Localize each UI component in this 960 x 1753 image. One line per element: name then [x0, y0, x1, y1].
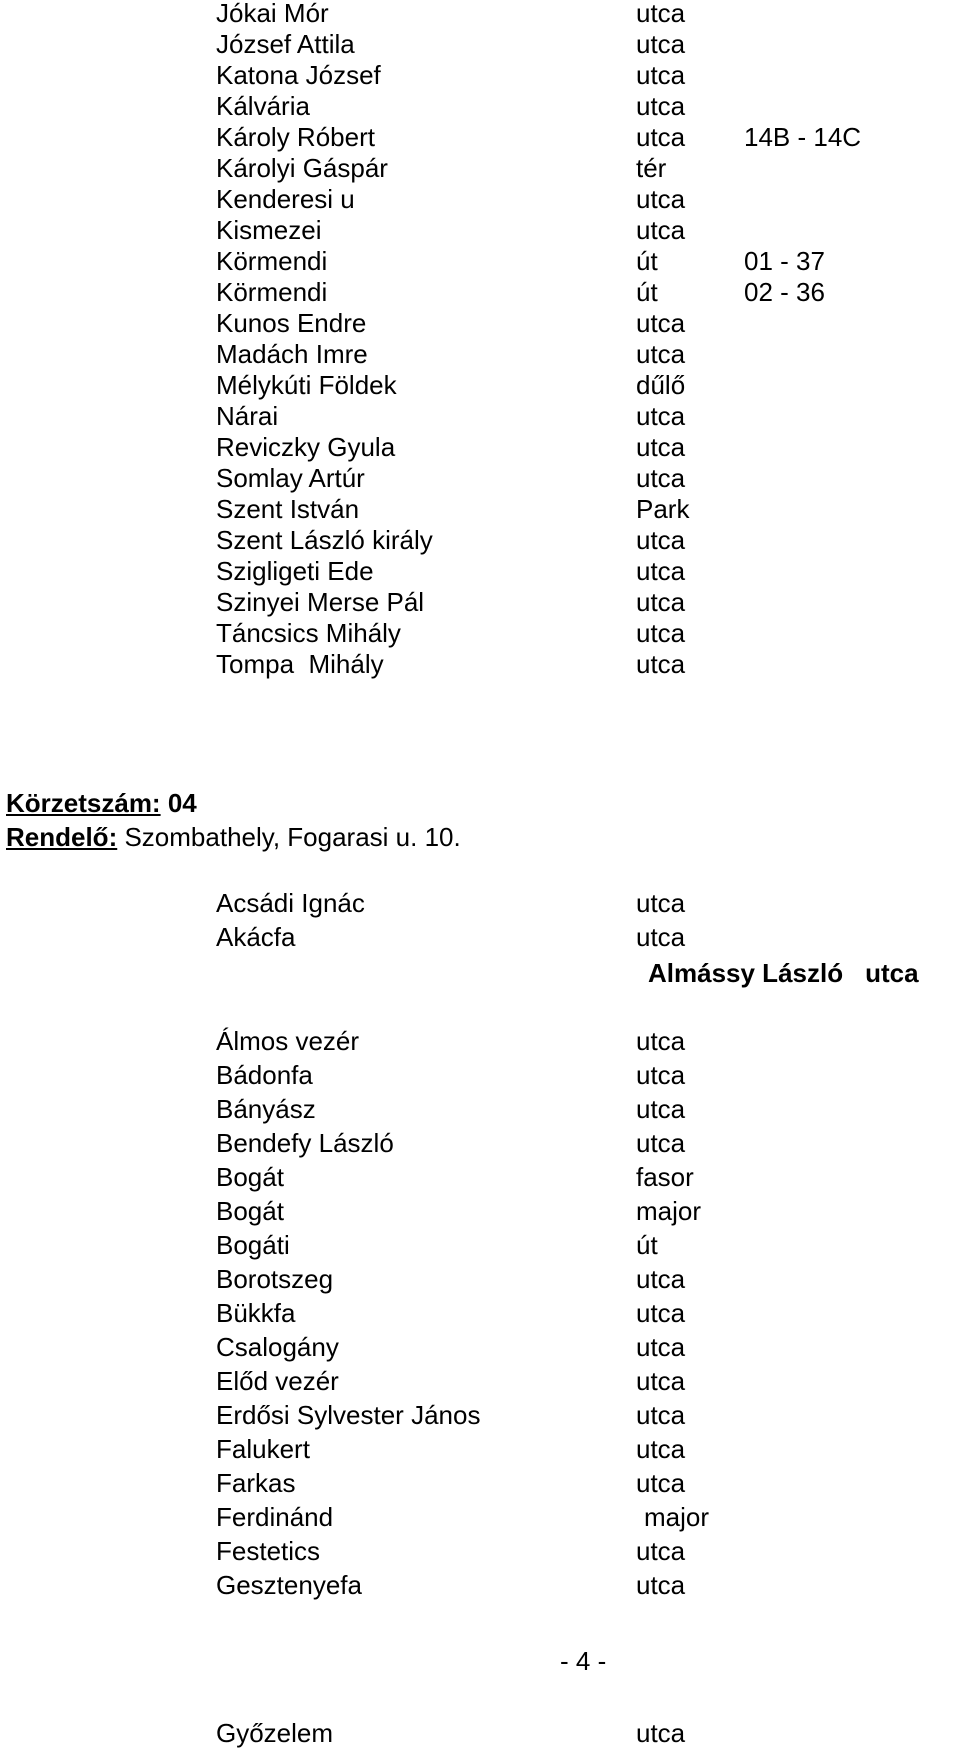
street-row: Körmendi út 02 - 36 [216, 277, 825, 307]
street-row: Bányász utca [216, 1094, 686, 1124]
street-row: Jókai Mór utca [216, 0, 686, 28]
street-row: Kunos Endre utca [216, 308, 686, 338]
special-street-name: Almássy László [648, 958, 844, 988]
street-row: Kálvária utca [216, 91, 686, 121]
district-value: 04 [167, 788, 197, 818]
street-row: Gesztenyefa utca [216, 1570, 686, 1600]
street-row: Madách Imre utca [216, 339, 686, 369]
street-row: Ferdinánd major [216, 1502, 710, 1532]
street-row: Bogáti út [216, 1230, 658, 1260]
street-row: Csalogány utca [216, 1332, 686, 1362]
street-row: Szinyei Merse Pál utca [216, 587, 686, 617]
street-row: Erdősi Sylvester János utca [216, 1400, 686, 1430]
street-row: Kenderesi u utca [216, 184, 686, 214]
district-heading [6, 786, 197, 820]
street-row: Szent István Park [216, 494, 690, 524]
district-label: Körzetszám: [6, 788, 161, 818]
street-row: Előd vezér utca [216, 1366, 686, 1396]
street-row: József Attila utca [216, 29, 686, 59]
street-row: Bendefy László utca [216, 1128, 686, 1158]
street-row: Falukert utca [216, 1434, 686, 1464]
clinic-heading [6, 820, 461, 854]
street-row: Szigligeti Ede utca [216, 556, 686, 586]
street-row: Körmendi út 01 - 37 [216, 246, 825, 276]
street-row: Festetics utca [216, 1536, 686, 1566]
street-row: Károly Róbert utca 14B - 14C [216, 122, 862, 152]
street-row: Győzelem utca [216, 1718, 686, 1748]
street-row: Farkas utca [216, 1468, 686, 1498]
street-row: Akácfa utca [216, 922, 686, 952]
street-row: Tompa Mihály utca [216, 649, 686, 679]
street-row: Kismezei utca [216, 215, 686, 245]
street-row: Nárai utca [216, 401, 686, 431]
street-row: Bogát major [216, 1196, 702, 1226]
street-row: Somlay Artúr utca [216, 463, 686, 493]
street-row: Bogát fasor [216, 1162, 694, 1192]
street-row: Szent László király utca [216, 525, 686, 555]
street-row: Álmos vezér utca [216, 1026, 686, 1056]
street-row: Bükkfa utca [216, 1298, 686, 1328]
special-street-entry [648, 956, 919, 990]
street-row: Acsádi Ignác utca [216, 888, 686, 918]
clinic-label: Rendelő: [6, 822, 118, 852]
street-row: Bádonfa utca [216, 1060, 686, 1090]
page-number: - 4 - [560, 1646, 607, 1676]
clinic-value: Szombathely, Fogarasi u. 10. [124, 822, 461, 852]
street-row: Károlyi Gáspár tér [216, 153, 667, 183]
street-row: Mélykúti Földek dűlő [216, 370, 686, 400]
street-row: Reviczky Gyula utca [216, 432, 686, 462]
street-row: Táncsics Mihály utca [216, 618, 686, 648]
street-row: Katona József utca [216, 60, 686, 90]
street-row: Borotszeg utca [216, 1264, 686, 1294]
special-street-type: utca [865, 958, 919, 988]
